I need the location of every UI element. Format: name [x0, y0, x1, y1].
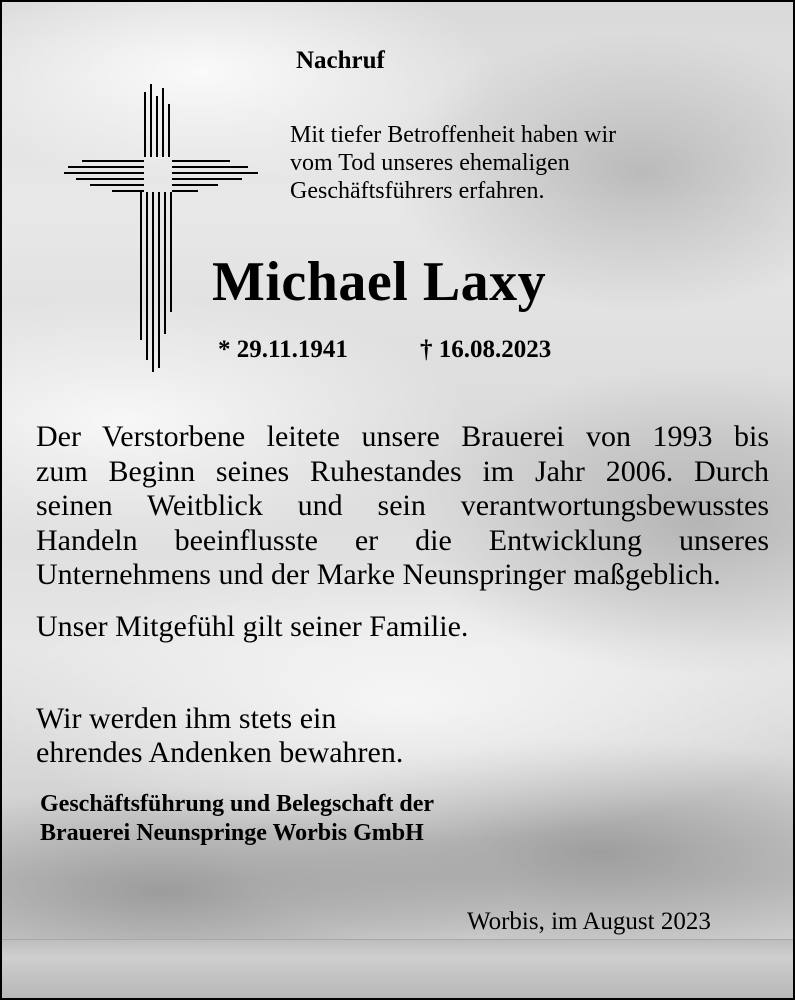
- intro-line: Mit tiefer Betroffenheit haben wir: [290, 122, 617, 148]
- intro-text: [290, 121, 616, 205]
- body-line: zum Beginn seines Ruhestandes im Jahr 2006. Durch: [36, 454, 769, 488]
- intro-line: vom Tod unseres ehemaligen: [290, 150, 570, 176]
- body-line: Handeln beeinflusste er die Entwicklung unseres: [36, 523, 769, 557]
- sympathy-text: Unser Mitgefühl gilt seiner Familie.: [36, 610, 469, 643]
- birth-date: * 29.11.1941: [218, 336, 348, 363]
- closing-line: ehrendes Andenken bewahren.: [36, 736, 404, 769]
- body-line: Unternehmens und der Marke Neunspringer maßgeblich.: [36, 558, 721, 591]
- sea-horizon: [2, 940, 793, 998]
- body-paragraph: [36, 420, 769, 593]
- place-date: Worbis, im August 2023: [467, 908, 711, 935]
- signature-line: Brauerei Neunspringe Worbis GmbH: [40, 820, 424, 846]
- intro-line: Geschäftsführers erfahren.: [290, 178, 545, 204]
- body-line: Der Verstorbene leitete unsere Brauerei von 1993 bis: [36, 420, 769, 453]
- body-line: seinen Weitblick und sein verantwortungsbewusstes: [36, 489, 769, 522]
- signature-line: Geschäftsführung und Belegschaft der: [40, 791, 435, 817]
- deceased-name: Michael Laxy: [212, 251, 547, 313]
- closing-text: [36, 702, 403, 770]
- cross-icon: [62, 82, 262, 374]
- death-date: † 16.08.2023: [420, 336, 552, 363]
- notice-heading: Nachruf: [296, 47, 385, 74]
- signature: [40, 790, 434, 848]
- closing-line: Wir werden ihm stets ein: [36, 702, 337, 735]
